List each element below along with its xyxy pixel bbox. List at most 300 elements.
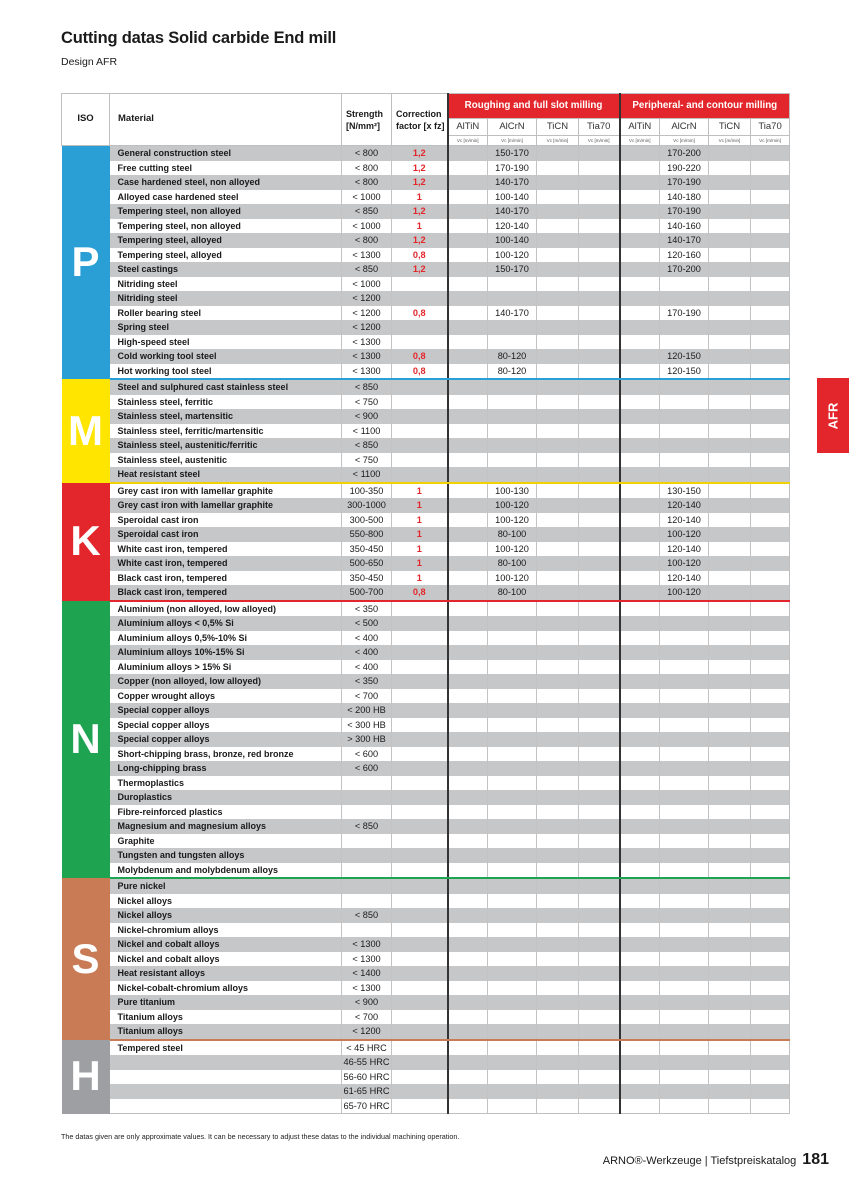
iso-group-n: N	[62, 601, 110, 879]
correction-factor-cell	[392, 379, 448, 395]
vc-cell	[709, 878, 751, 894]
vc-cell-roughing-alcrn: 100-130	[488, 483, 537, 499]
vc-cell	[537, 424, 579, 439]
vc-cell-roughing-alcrn: 80-100	[488, 585, 537, 601]
vc-cell	[537, 291, 579, 306]
material-cell: Aluminium alloys 0,5%-10% Si	[110, 631, 342, 646]
footnote: The datas given are only approximate values. It can be necessary to adjust these datas to the individual machining operation.	[61, 1132, 460, 1141]
vc-cell-roughing-alcrn: 100-120	[488, 498, 537, 513]
vc-cell	[620, 848, 660, 863]
vc-cell	[579, 616, 620, 631]
material-cell	[110, 1099, 342, 1114]
vc-cell	[537, 674, 579, 689]
vc-cell	[751, 660, 790, 675]
vc-cell	[537, 631, 579, 646]
vc-cell-peripheral-alcrn	[660, 1055, 709, 1070]
table-row	[62, 1084, 790, 1099]
table-row	[62, 161, 790, 176]
correction-factor-cell: 0,8	[392, 585, 448, 601]
vc-cell	[751, 981, 790, 996]
correction-factor-cell	[392, 834, 448, 849]
vc-cell	[620, 1084, 660, 1099]
vc-cell	[448, 834, 488, 849]
vc-cell	[709, 908, 751, 923]
vc-cell-roughing-alcrn: 170-190	[488, 161, 537, 176]
correction-factor-cell	[392, 937, 448, 952]
material-cell: Pure titanium	[110, 995, 342, 1010]
material-cell: Heat resistant alloys	[110, 966, 342, 981]
correction-header	[392, 94, 448, 146]
page-title: Cutting datas Solid carbide End mill	[61, 29, 337, 47]
material-cell: Tempering steel, alloyed	[110, 248, 342, 263]
vc-cell-roughing-alcrn	[488, 718, 537, 733]
vc-cell	[620, 908, 660, 923]
vc-cell	[448, 175, 488, 190]
vc-cell	[579, 364, 620, 380]
correction-factor-cell	[392, 1055, 448, 1070]
vc-cell	[537, 395, 579, 410]
strength-cell: < 1100	[342, 467, 392, 483]
vc-cell	[579, 1084, 620, 1099]
vc-cell	[620, 277, 660, 292]
vc-cell-roughing-alcrn: 100-140	[488, 233, 537, 248]
vc-cell	[709, 542, 751, 557]
table-row	[62, 660, 790, 675]
vc-cell-roughing-alcrn: 150-170	[488, 262, 537, 277]
correction-factor-cell	[392, 660, 448, 675]
table-row	[62, 483, 790, 499]
correction-factor-cell	[392, 291, 448, 306]
vc-cell	[448, 219, 488, 234]
vc-cell	[448, 453, 488, 468]
vc-cell	[709, 571, 751, 586]
vc-cell	[620, 542, 660, 557]
material-cell: Pure nickel	[110, 878, 342, 894]
vc-cell-roughing-alcrn	[488, 923, 537, 938]
vc-cell	[537, 248, 579, 263]
table-row	[62, 335, 790, 350]
vc-cell	[709, 966, 751, 981]
table-row	[62, 262, 790, 277]
vc-cell	[537, 761, 579, 776]
vc-cell	[537, 498, 579, 513]
table-row	[62, 703, 790, 718]
material-cell: Nitriding steel	[110, 291, 342, 306]
vc-cell	[751, 146, 790, 161]
vc-cell	[709, 631, 751, 646]
vc-cell	[709, 645, 751, 660]
vc-cell	[448, 1055, 488, 1070]
material-cell: Aluminium alloys < 0,5% Si	[110, 616, 342, 631]
vc-cell	[620, 349, 660, 364]
correction-factor-cell: 0,8	[392, 364, 448, 380]
vc-cell-peripheral-alcrn	[660, 834, 709, 849]
table-row	[62, 1024, 790, 1040]
vc-cell	[448, 262, 488, 277]
strength-cell	[342, 863, 392, 879]
vc-cell	[537, 262, 579, 277]
vc-cell	[448, 923, 488, 938]
vc-cell-peripheral-alcrn: 120-140	[660, 513, 709, 528]
vc-cell	[751, 952, 790, 967]
vc-cell	[751, 819, 790, 834]
correction-factor-cell	[392, 894, 448, 909]
vc-cell	[579, 395, 620, 410]
vc-cell	[448, 571, 488, 586]
vc-cell	[448, 248, 488, 263]
material-cell: Nickel alloys	[110, 894, 342, 909]
vc-cell	[579, 805, 620, 820]
vc-cell-peripheral-alcrn	[660, 277, 709, 292]
vc-cell	[537, 204, 579, 219]
strength-cell: < 850	[342, 819, 392, 834]
vc-cell	[751, 761, 790, 776]
material-cell: Long-chipping brass	[110, 761, 342, 776]
material-cell: Speroidal cast iron	[110, 513, 342, 528]
vc-cell	[537, 335, 579, 350]
vc-cell	[620, 703, 660, 718]
vc-cell-peripheral-alcrn	[660, 1070, 709, 1085]
vc-cell	[709, 674, 751, 689]
vc-cell-roughing-alcrn	[488, 834, 537, 849]
vc-cell	[620, 438, 660, 453]
vc-cell	[448, 277, 488, 292]
table-row	[62, 1010, 790, 1025]
vc-cell	[537, 483, 579, 499]
table-row	[62, 923, 790, 938]
vc-cell	[448, 1084, 488, 1099]
vc-cell-peripheral-alcrn	[660, 1010, 709, 1025]
vc-cell	[709, 320, 751, 335]
vc-cell	[579, 146, 620, 161]
vc-cell	[448, 894, 488, 909]
vc-cell	[579, 571, 620, 586]
material-cell: Titanium alloys	[110, 1024, 342, 1040]
vc-cell-roughing-alcrn	[488, 776, 537, 791]
correction-factor-cell	[392, 776, 448, 791]
correction-factor-cell	[392, 952, 448, 967]
vc-cell	[448, 233, 488, 248]
vc-cell	[448, 747, 488, 762]
material-cell: Speroidal cast iron	[110, 527, 342, 542]
table-row	[62, 981, 790, 996]
table-row	[62, 453, 790, 468]
vc-cell-peripheral-alcrn	[660, 1040, 709, 1056]
table-row	[62, 863, 790, 879]
strength-cell: < 1300	[342, 952, 392, 967]
material-cell: Tungsten and tungsten alloys	[110, 848, 342, 863]
strength-cell: < 750	[342, 395, 392, 410]
table-row	[62, 248, 790, 263]
vc-cell	[537, 937, 579, 952]
vc-cell	[448, 585, 488, 601]
correction-factor-cell: 0,8	[392, 306, 448, 321]
vc-cell	[751, 894, 790, 909]
strength-cell: 500-700	[342, 585, 392, 601]
strength-cell: < 850	[342, 908, 392, 923]
vc-cell	[448, 790, 488, 805]
strength-cell: < 800	[342, 146, 392, 161]
material-cell: Special copper alloys	[110, 718, 342, 733]
vc-cell	[709, 805, 751, 820]
strength-cell: < 850	[342, 204, 392, 219]
vc-cell	[537, 790, 579, 805]
unit-header: Vc [m/min]	[751, 136, 790, 146]
vc-cell	[751, 306, 790, 321]
vc-cell-peripheral-alcrn: 120-150	[660, 349, 709, 364]
correction-factor-cell	[392, 863, 448, 879]
vc-cell	[620, 790, 660, 805]
table-row	[62, 878, 790, 894]
correction-factor-cell: 1,2	[392, 262, 448, 277]
vc-cell	[537, 718, 579, 733]
material-cell: Special copper alloys	[110, 732, 342, 747]
vc-cell-peripheral-alcrn: 170-190	[660, 175, 709, 190]
vc-cell	[751, 233, 790, 248]
material-cell: Short-chipping brass, bronze, red bronze	[110, 747, 342, 762]
strength-cell: 350-450	[342, 542, 392, 557]
table-row	[62, 291, 790, 306]
vc-cell	[751, 689, 790, 704]
material-cell: Fibre-reinforced plastics	[110, 805, 342, 820]
table-row	[62, 306, 790, 321]
vc-cell	[448, 349, 488, 364]
vc-cell	[448, 660, 488, 675]
vc-cell	[448, 146, 488, 161]
vc-cell	[620, 732, 660, 747]
vc-cell	[537, 1010, 579, 1025]
vc-cell-peripheral-alcrn	[660, 424, 709, 439]
vc-cell	[579, 379, 620, 395]
correction-factor-cell	[392, 1010, 448, 1025]
vc-cell	[448, 1010, 488, 1025]
table-row	[62, 364, 790, 380]
vc-cell	[751, 556, 790, 571]
vc-cell	[709, 233, 751, 248]
vc-cell	[448, 204, 488, 219]
vc-cell-roughing-alcrn: 140-170	[488, 175, 537, 190]
vc-cell	[751, 776, 790, 791]
vc-cell	[620, 805, 660, 820]
correction-header-line2: factor [x fz]	[396, 120, 445, 131]
vc-cell-peripheral-alcrn: 120-150	[660, 364, 709, 380]
vc-cell	[751, 335, 790, 350]
vc-cell	[709, 513, 751, 528]
vc-cell	[579, 556, 620, 571]
vc-cell-peripheral-alcrn	[660, 1099, 709, 1114]
vc-cell	[709, 894, 751, 909]
vc-cell-roughing-alcrn	[488, 952, 537, 967]
vc-cell	[709, 467, 751, 483]
vc-cell	[579, 995, 620, 1010]
strength-cell: 65-70 HRC	[342, 1099, 392, 1114]
vc-cell	[537, 513, 579, 528]
vc-cell	[537, 364, 579, 380]
strength-cell: < 200 HB	[342, 703, 392, 718]
vc-cell	[620, 527, 660, 542]
vc-cell-peripheral-alcrn	[660, 908, 709, 923]
correction-factor-cell	[392, 1070, 448, 1085]
vc-cell	[537, 1070, 579, 1085]
strength-cell: < 850	[342, 379, 392, 395]
vc-cell-peripheral-alcrn: 170-190	[660, 204, 709, 219]
material-cell: High-speed steel	[110, 335, 342, 350]
vc-cell	[579, 674, 620, 689]
vc-cell	[448, 908, 488, 923]
vc-cell	[751, 674, 790, 689]
strength-cell: 300-500	[342, 513, 392, 528]
vc-cell	[709, 483, 751, 499]
vc-cell	[709, 248, 751, 263]
vc-cell-roughing-alcrn	[488, 819, 537, 834]
vc-cell	[709, 995, 751, 1010]
vc-cell	[448, 819, 488, 834]
vc-cell	[620, 175, 660, 190]
page-footer	[603, 1151, 829, 1169]
vc-cell-peripheral-alcrn: 140-170	[660, 233, 709, 248]
vc-cell	[620, 981, 660, 996]
vc-cell-peripheral-alcrn	[660, 616, 709, 631]
material-cell: Aluminium alloys 10%-15% Si	[110, 645, 342, 660]
vc-cell-peripheral-alcrn: 140-180	[660, 190, 709, 205]
vc-cell	[537, 952, 579, 967]
vc-cell	[537, 863, 579, 879]
vc-cell	[537, 219, 579, 234]
vc-cell	[448, 732, 488, 747]
vc-cell	[448, 364, 488, 380]
correction-factor-cell	[392, 732, 448, 747]
vc-cell	[448, 761, 488, 776]
table-row	[62, 747, 790, 762]
vc-cell-peripheral-alcrn	[660, 689, 709, 704]
vc-cell	[620, 233, 660, 248]
vc-cell	[537, 175, 579, 190]
correction-factor-cell: 1	[392, 483, 448, 499]
vc-cell	[579, 631, 620, 646]
vc-cell	[448, 805, 488, 820]
vc-cell-peripheral-alcrn: 170-200	[660, 146, 709, 161]
strength-cell: < 1300	[342, 349, 392, 364]
correction-factor-cell	[392, 1084, 448, 1099]
vc-cell-roughing-alcrn	[488, 1024, 537, 1040]
vc-cell	[709, 306, 751, 321]
vc-cell	[620, 923, 660, 938]
vc-cell	[579, 1010, 620, 1025]
vc-cell	[751, 747, 790, 762]
vc-cell-peripheral-alcrn	[660, 703, 709, 718]
vc-cell	[751, 204, 790, 219]
material-cell: Steel and sulphured cast stainless steel	[110, 379, 342, 395]
vc-cell	[537, 1040, 579, 1056]
vc-cell	[448, 395, 488, 410]
vc-cell	[751, 585, 790, 601]
correction-factor-cell	[392, 966, 448, 981]
vc-cell	[448, 703, 488, 718]
vc-cell	[579, 894, 620, 909]
vc-cell	[709, 175, 751, 190]
vc-cell	[751, 379, 790, 395]
vc-cell-roughing-alcrn	[488, 601, 537, 617]
strength-cell: < 350	[342, 601, 392, 617]
material-cell: Graphite	[110, 834, 342, 849]
table-row	[62, 937, 790, 952]
vc-cell	[579, 161, 620, 176]
vc-cell	[537, 1084, 579, 1099]
material-cell: Nickel and cobalt alloys	[110, 952, 342, 967]
vc-cell-roughing-alcrn	[488, 747, 537, 762]
correction-factor-cell: 1,2	[392, 161, 448, 176]
vc-cell	[751, 1040, 790, 1056]
vc-cell	[579, 863, 620, 879]
vc-cell	[448, 966, 488, 981]
material-cell: Aluminium (non alloyed, low alloyed)	[110, 601, 342, 617]
material-cell: Duroplastics	[110, 790, 342, 805]
vc-cell	[620, 291, 660, 306]
strength-cell: 300-1000	[342, 498, 392, 513]
vc-cell	[537, 409, 579, 424]
strength-cell: 61-65 HRC	[342, 1084, 392, 1099]
correction-factor-cell	[392, 761, 448, 776]
correction-factor-cell	[392, 645, 448, 660]
vc-cell	[709, 1010, 751, 1025]
coating-header: Tia70	[579, 119, 620, 136]
vc-cell-peripheral-alcrn	[660, 718, 709, 733]
correction-factor-cell: 1	[392, 542, 448, 557]
vc-cell	[448, 674, 488, 689]
vc-cell	[620, 863, 660, 879]
vc-cell-roughing-alcrn	[488, 848, 537, 863]
vc-cell	[579, 233, 620, 248]
correction-factor-cell	[392, 747, 448, 762]
vc-cell	[709, 1099, 751, 1114]
vc-cell	[579, 175, 620, 190]
material-cell: Nickel and cobalt alloys	[110, 937, 342, 952]
vc-cell	[620, 1055, 660, 1070]
vc-cell	[579, 848, 620, 863]
vc-cell	[537, 277, 579, 292]
strength-cell: < 900	[342, 409, 392, 424]
vc-cell-roughing-alcrn	[488, 966, 537, 981]
vc-cell-roughing-alcrn: 80-120	[488, 349, 537, 364]
material-cell: Alloyed case hardened steel	[110, 190, 342, 205]
table-row	[62, 732, 790, 747]
vc-cell	[751, 424, 790, 439]
strength-cell: < 400	[342, 631, 392, 646]
table-row	[62, 349, 790, 364]
vc-cell-peripheral-alcrn: 120-140	[660, 498, 709, 513]
vc-cell	[448, 631, 488, 646]
table-row	[62, 146, 790, 161]
vc-cell	[579, 349, 620, 364]
vc-cell-peripheral-alcrn	[660, 601, 709, 617]
vc-cell	[620, 1010, 660, 1025]
vc-cell	[709, 761, 751, 776]
iso-group-p: P	[62, 146, 110, 380]
vc-cell	[537, 645, 579, 660]
vc-cell	[448, 1099, 488, 1114]
unit-header: Vc [m/min]	[579, 136, 620, 146]
material-cell: General construction steel	[110, 146, 342, 161]
section-tab[interactable]	[817, 378, 849, 453]
vc-cell	[709, 834, 751, 849]
vc-cell	[709, 863, 751, 879]
vc-cell	[537, 1024, 579, 1040]
strength-cell: < 500	[342, 616, 392, 631]
vc-cell	[751, 190, 790, 205]
vc-cell-peripheral-alcrn	[660, 819, 709, 834]
vc-cell	[537, 834, 579, 849]
correction-factor-cell	[392, 631, 448, 646]
